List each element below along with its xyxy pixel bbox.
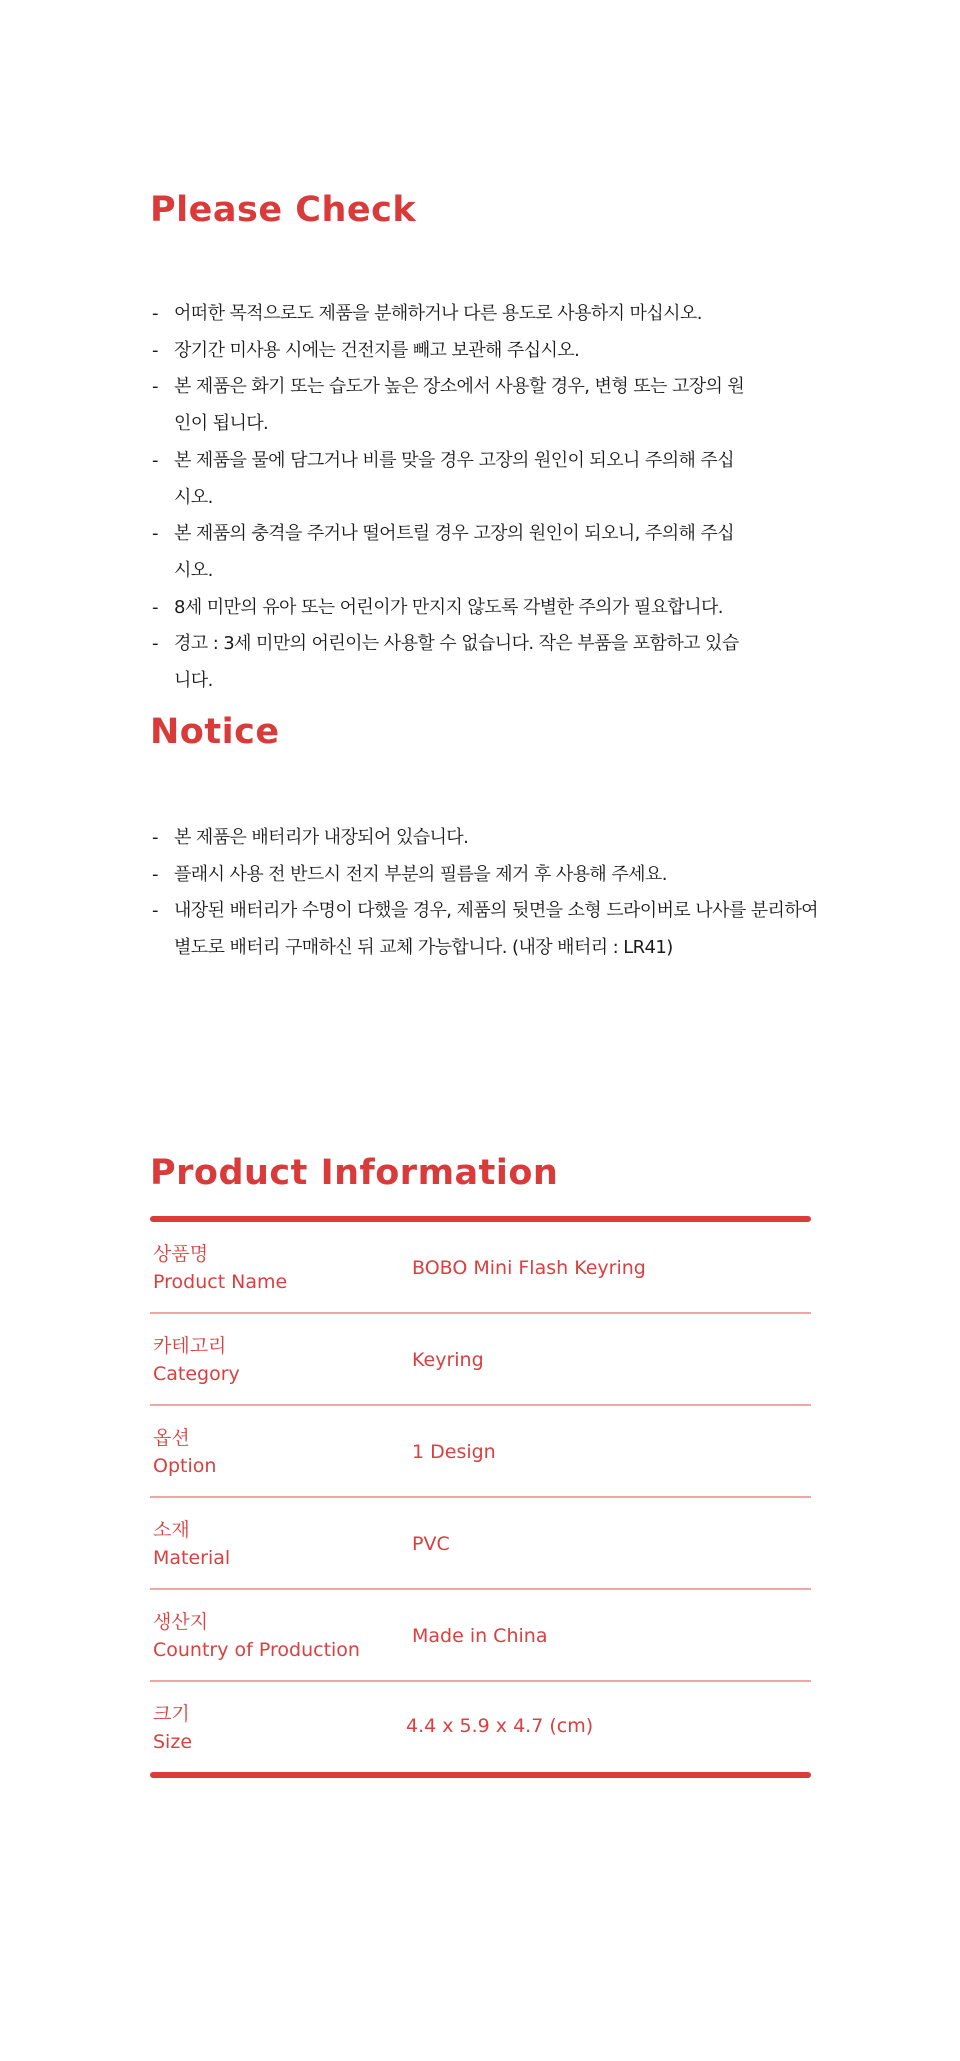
product-info-title: Product Information — [150, 1153, 559, 1193]
table-row — [150, 1682, 811, 1774]
label-en: Country of Production — [153, 1639, 360, 1661]
label-ko: 옵션 — [153, 1427, 190, 1449]
table-row — [150, 1222, 811, 1314]
please-check-list — [150, 296, 750, 700]
label-ko: 소재 — [153, 1519, 190, 1541]
label-ko: 크기 — [153, 1703, 190, 1725]
list-item: - 본 제품은 배터리가 내장되어 있습니다. — [150, 820, 830, 857]
row-label — [153, 1700, 192, 1756]
label-ko: 생산지 — [153, 1611, 209, 1633]
label-ko: 카테고리 — [153, 1335, 227, 1357]
product-info-table — [150, 1222, 811, 1774]
list-item: - 플래시 사용 전 반드시 전지 부분의 필름을 제거 후 사용해 주세요. — [150, 857, 830, 894]
row-value: Keyring — [412, 1349, 484, 1371]
label-en: Size — [153, 1731, 193, 1753]
list-item: - 경고 : 3세 미만의 어린이는 사용할 수 없습니다. 작은 부품을 포함하고 있습니다. — [150, 626, 750, 699]
list-item: - 내장된 배터리가 수명이 다했을 경우, 제품의 뒷면을 소형 드라이버로 나사를 분리하여 별도로 배터리 구매하신 뒤 교체 가능합니다. (내장 배터리 : LR41) — [150, 893, 830, 966]
table-row — [150, 1314, 811, 1406]
notice-list — [150, 820, 830, 967]
row-value: 1 Design — [412, 1441, 496, 1463]
list-item: - 본 제품의 충격을 주거나 떨어트릴 경우 고장의 원인이 되오니, 주의해 주십시오. — [150, 516, 750, 589]
row-value: PVC — [412, 1533, 450, 1555]
row-value: Made in China — [412, 1625, 548, 1647]
list-item: - 본 제품을 물에 담그거나 비를 맞을 경우 고장의 원인이 되오니 주의해 주십시오. — [150, 443, 750, 516]
label-en: Material — [153, 1547, 231, 1569]
row-label — [153, 1608, 360, 1664]
row-label — [153, 1516, 230, 1572]
notice-title: Notice — [150, 712, 280, 752]
label-en: Option — [153, 1455, 217, 1477]
table-bottom-rule — [150, 1772, 811, 1778]
list-item: - 장기간 미사용 시에는 건전지를 빼고 보관해 주십시오. — [150, 333, 750, 370]
row-value: 4.4 x 5.9 x 4.7 (cm) — [406, 1715, 594, 1737]
label-ko: 상품명 — [153, 1243, 209, 1265]
list-item: - 8세 미만의 유아 또는 어린이가 만지지 않도록 각별한 주의가 필요합니다. — [150, 590, 750, 627]
list-item: - 본 제품은 화기 또는 습도가 높은 장소에서 사용할 경우, 변형 또는 고장의 원인이 됩니다. — [150, 369, 750, 442]
table-row — [150, 1406, 811, 1498]
row-value: BOBO Mini Flash Keyring — [412, 1257, 646, 1279]
row-label — [153, 1332, 240, 1388]
please-check-title: Please Check — [150, 190, 417, 230]
row-label — [153, 1240, 287, 1296]
label-en: Category — [153, 1363, 240, 1385]
table-row — [150, 1590, 811, 1682]
table-row — [150, 1498, 811, 1590]
label-en: Product Name — [153, 1271, 288, 1293]
row-label — [153, 1424, 216, 1480]
list-item: - 어떠한 목적으로도 제품을 분해하거나 다른 용도로 사용하지 마십시오. — [150, 296, 750, 333]
